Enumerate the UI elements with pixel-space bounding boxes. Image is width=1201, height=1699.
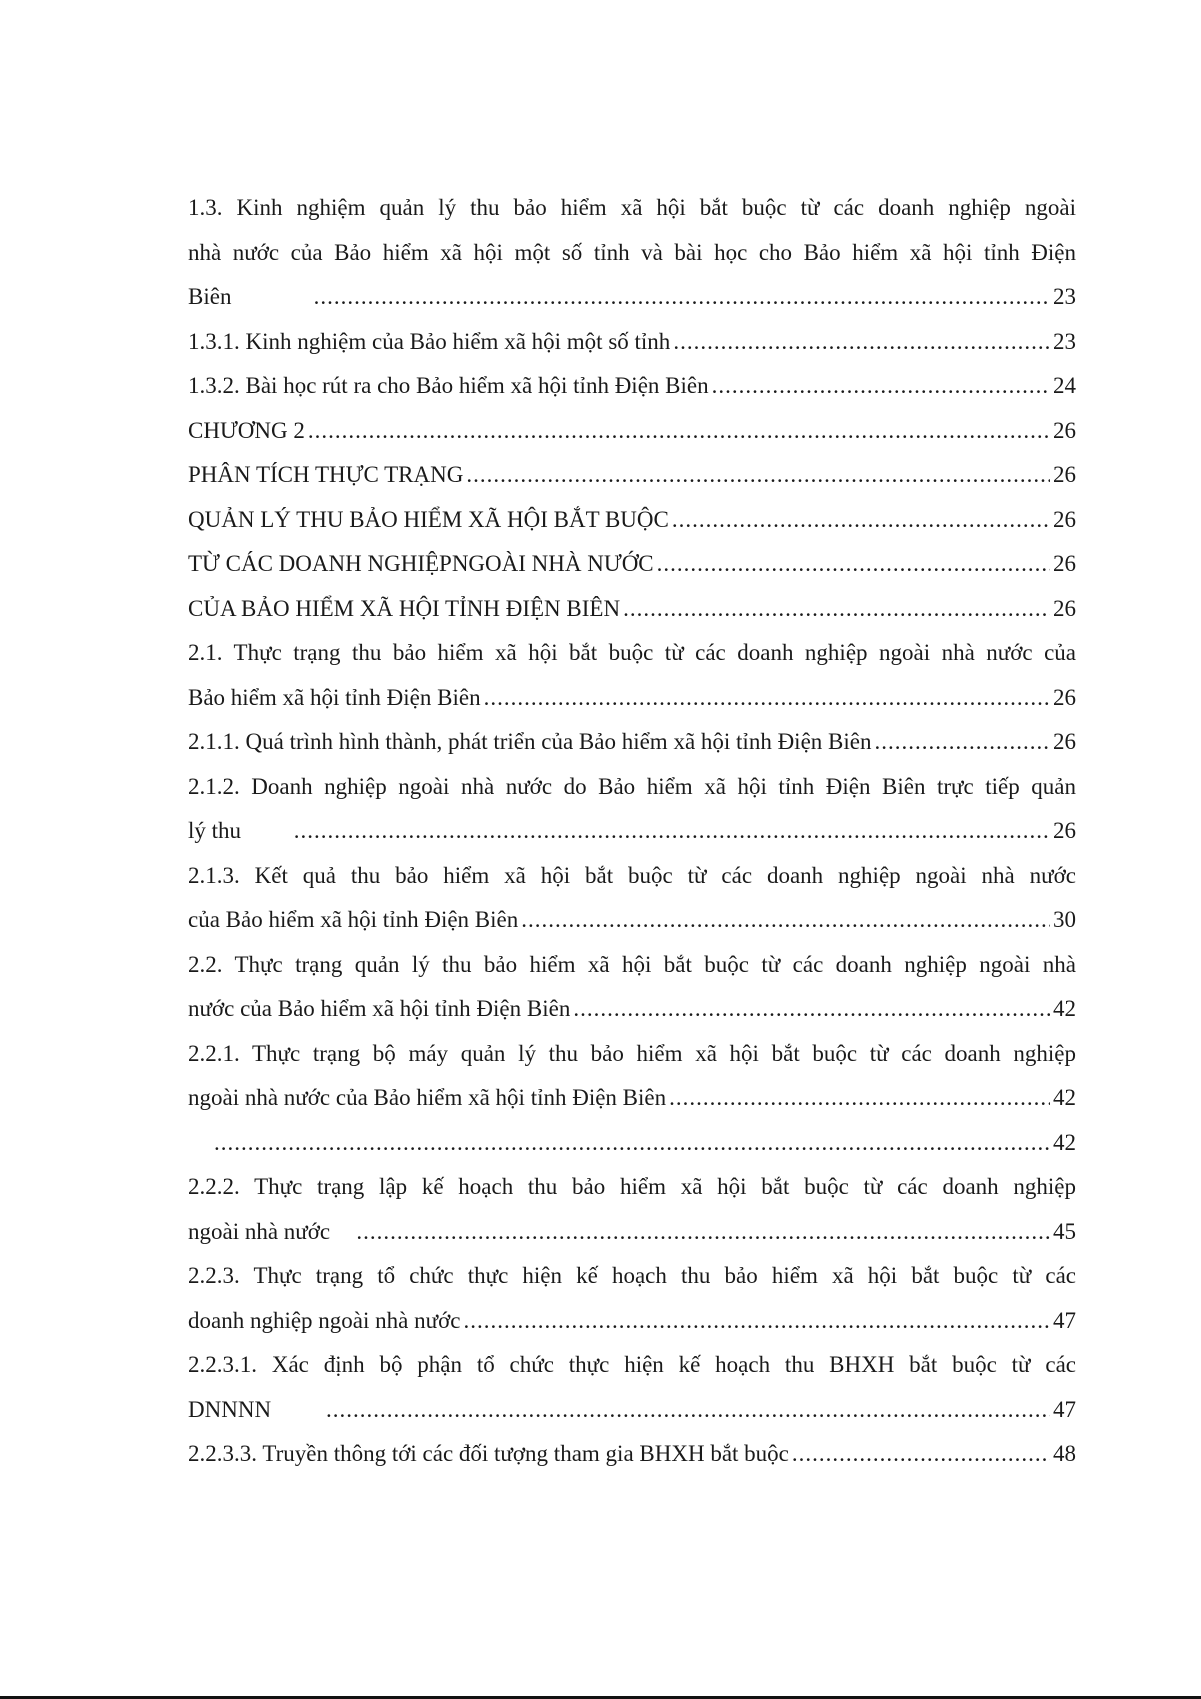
toc-entry[interactable] <box>188 453 1076 498</box>
toc-entry[interactable] <box>188 1032 1076 1121</box>
toc-page-number: 26 <box>1053 595 1076 621</box>
toc-entry-line: 2.2.1. Thực trạng bộ máy quản lý thu bảo hiểm xã hội bắt buộc từ các doanh nghiệp <box>188 1040 1076 1066</box>
toc-entry-title: QUẢN LÝ THU BẢO HIỂM XÃ HỘI BẮT BUỘC <box>188 506 669 532</box>
toc-entry[interactable] <box>188 186 1076 320</box>
toc-dot-leader <box>314 275 1050 320</box>
toc-page-number: 26 <box>1053 729 1076 754</box>
toc-entry-title: ngoài nhà nước của Bảo hiểm xã hội tỉnh Điện Biên <box>188 1085 667 1110</box>
toc-page-number: 26 <box>1053 818 1076 843</box>
toc-dot-leader <box>874 720 1050 765</box>
table-of-contents <box>188 186 1076 1477</box>
toc-page-number: 42 <box>1053 996 1076 1021</box>
toc-entry-last-line <box>188 987 1076 1032</box>
toc-page-number: 26 <box>1053 506 1076 532</box>
toc-entry-title: DNNNN <box>188 1396 272 1422</box>
toc-page-number: 26 <box>1053 462 1076 487</box>
toc-entry-last-line <box>188 809 1076 854</box>
toc-entry[interactable] <box>188 498 1076 543</box>
toc-entry-title: PHÂN TÍCH THỰC TRẠNG <box>188 462 464 487</box>
toc-entry-line: nhà nước của Bảo hiểm xã hội một số tỉnh và bài học cho Bảo hiểm xã hội tỉnh Điện <box>188 239 1076 265</box>
toc-entry-last-line <box>188 720 1076 765</box>
toc-entry-title: của Bảo hiểm xã hội tỉnh Điện Biên <box>188 907 519 932</box>
toc-entry-last-line <box>188 453 1076 498</box>
toc-entry-last-line <box>188 587 1076 632</box>
toc-entry-last-line <box>188 1076 1076 1121</box>
toc-entry[interactable] <box>188 1343 1076 1432</box>
toc-entry[interactable] <box>188 854 1076 943</box>
toc-entry-title: CHƯƠNG 2 <box>188 417 305 443</box>
toc-page-number: 47 <box>1053 1307 1076 1333</box>
toc-entry[interactable] <box>188 587 1076 632</box>
toc-page-number: 30 <box>1053 907 1076 932</box>
toc-dot-leader <box>669 1076 1050 1121</box>
toc-dot-leader <box>466 453 1050 498</box>
toc-entry-title: Biên <box>188 284 232 309</box>
toc-dot-leader <box>294 809 1050 854</box>
toc-page-number: 48 <box>1053 1441 1076 1466</box>
toc-dot-leader <box>712 364 1050 409</box>
toc-dot-leader <box>673 320 1050 365</box>
toc-entry-line: 2.2.3.1. Xác định bộ phận tổ chức thực hiện kế hoạch thu BHXH bắt buộc từ các <box>188 1352 1076 1377</box>
toc-entry[interactable] <box>188 943 1076 1032</box>
toc-entry-title: 2.2.3.3. Truyền thông tới các đối tượng tham gia BHXH bắt buộc <box>188 1441 789 1466</box>
toc-entry-line: 1.3. Kinh nghiệm quản lý thu bảo hiểm xã hội bắt buộc từ các doanh nghiệp ngoài <box>188 195 1076 220</box>
toc-page-number: 26 <box>1053 551 1076 576</box>
toc-entry-last-line <box>188 542 1076 587</box>
toc-entry-line: 2.1. Thực trạng thu bảo hiểm xã hội bắt buộc từ các doanh nghiệp ngoài nhà nước của <box>188 640 1076 665</box>
toc-entry-line: 2.1.3. Kết quả thu bảo hiểm xã hội bắt buộc từ các doanh nghiệp ngoài nhà nước <box>188 862 1076 888</box>
toc-dot-leader <box>356 1210 1050 1255</box>
toc-dot-leader <box>792 1432 1050 1477</box>
toc-entry[interactable] <box>188 1121 1076 1166</box>
toc-entry-title: 2.1.1. Quá trình hình thành, phát triển của Bảo hiểm xã hội tỉnh Điện Biên <box>188 729 872 754</box>
toc-page-number: 26 <box>1053 417 1076 443</box>
toc-entry[interactable] <box>188 364 1076 409</box>
toc-entry[interactable] <box>188 542 1076 587</box>
toc-dot-leader <box>657 542 1050 587</box>
toc-entry-title: ngoài nhà nước <box>188 1218 331 1244</box>
toc-entry-line: 2.2.3. Thực trạng tổ chức thực hiện kế hoạch thu bảo hiểm xã hội bắt buộc từ các <box>188 1263 1076 1288</box>
toc-entry-title: 1.3.2. Bài học rút ra cho Bảo hiểm xã hội tỉnh Điện Biên <box>188 373 709 398</box>
toc-entry-last-line <box>188 1121 1076 1166</box>
toc-entry-last-line <box>188 1388 1076 1433</box>
toc-page-number: 47 <box>1053 1396 1076 1422</box>
toc-entry-last-line <box>188 898 1076 943</box>
toc-entry-title: lý thu <box>188 818 242 843</box>
toc-page-number: 45 <box>1053 1218 1076 1244</box>
toc-page-number: 42 <box>1053 1085 1076 1110</box>
toc-entry-title: Bảo hiểm xã hội tỉnh Điện Biên <box>188 684 481 710</box>
toc-entry[interactable] <box>188 1254 1076 1343</box>
toc-entry-title: 1.3.1. Kinh nghiệm của Bảo hiểm xã hội một số tỉnh <box>188 328 671 354</box>
toc-dot-leader <box>308 409 1050 454</box>
toc-dot-leader <box>326 1388 1050 1433</box>
toc-entry-last-line <box>188 1299 1076 1344</box>
toc-entry[interactable] <box>188 320 1076 365</box>
toc-entry-title: nước của Bảo hiểm xã hội tỉnh Điện Biên <box>188 996 571 1021</box>
toc-entry[interactable] <box>188 1432 1076 1477</box>
toc-entry-title: doanh nghiệp ngoài nhà nước <box>188 1307 461 1333</box>
toc-dot-leader <box>463 1299 1050 1344</box>
toc-entry[interactable] <box>188 720 1076 765</box>
toc-entry-last-line <box>188 409 1076 454</box>
toc-entry-last-line <box>188 1210 1076 1255</box>
toc-dot-leader <box>573 987 1050 1032</box>
toc-entry[interactable] <box>188 631 1076 720</box>
toc-entry[interactable] <box>188 1165 1076 1254</box>
toc-entry-last-line <box>188 320 1076 365</box>
toc-page-number: 42 <box>1053 1129 1076 1155</box>
toc-dot-leader <box>672 498 1050 543</box>
toc-entry-title: TỪ CÁC DOANH NGHIỆPNGOÀI NHÀ NƯỚC <box>188 551 654 576</box>
toc-page-number: 24 <box>1053 373 1076 398</box>
toc-entry-last-line <box>188 275 1076 320</box>
toc-dot-leader <box>521 898 1050 943</box>
toc-entry-last-line <box>188 364 1076 409</box>
toc-entry-last-line <box>188 1432 1076 1477</box>
toc-entry-last-line <box>188 498 1076 543</box>
toc-entry-title: CỦA BẢO HIỂM XÃ HỘI TỈNH ĐIỆN BIÊN <box>188 595 621 621</box>
toc-page-number: 23 <box>1053 328 1076 354</box>
toc-dot-leader <box>484 676 1050 721</box>
toc-entry[interactable] <box>188 409 1076 454</box>
toc-dot-leader <box>623 587 1050 632</box>
toc-dot-leader <box>214 1121 1050 1166</box>
toc-entry-line: 2.2. Thực trạng quản lý thu bảo hiểm xã hội bắt buộc từ các doanh nghiệp ngoài nhà <box>188 951 1076 977</box>
toc-entry-line: 2.1.2. Doanh nghiệp ngoài nhà nước do Bảo hiểm xã hội tỉnh Điện Biên trực tiếp quản <box>188 773 1076 799</box>
toc-entry[interactable] <box>188 765 1076 854</box>
toc-page-number: 26 <box>1053 684 1076 710</box>
toc-entry-line: 2.2.2. Thực trạng lập kế hoạch thu bảo hiểm xã hội bắt buộc từ các doanh nghiệp <box>188 1174 1076 1199</box>
toc-entry-last-line <box>188 676 1076 721</box>
toc-page-number: 23 <box>1053 284 1076 309</box>
